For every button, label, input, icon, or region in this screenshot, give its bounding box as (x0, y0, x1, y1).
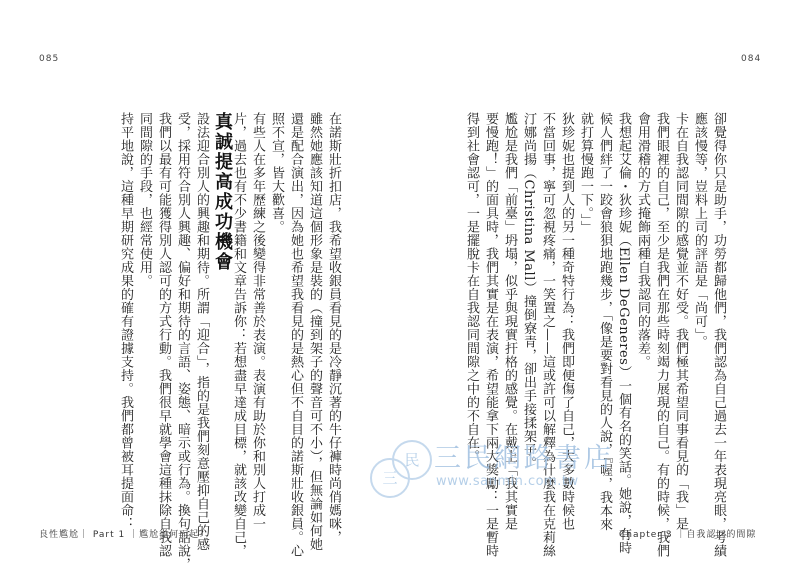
watermark-mark-left: 三 (370, 458, 410, 498)
text-column: 在諾斯壯折扣店，我希望收銀員看見的是冷靜沉著的牛仔褲時尚俏媽咪， (326, 112, 341, 544)
text-column: 得到社會認可，一是擺脫卡在自我認同間隙之中的不自在。 (464, 112, 479, 463)
text-column: 還是配合演出，因為她也希望我看見的是熱心但不自目的諾斯壯收銀員。心 (288, 112, 303, 558)
text-column: 照不宣，皆大歡喜。 (269, 112, 284, 234)
watermark-mark-right: 民 (392, 440, 432, 480)
text-column: 我們眼裡的自己，至少是我們在那些時刻竭力展現的自己。有的時候，我們 (654, 112, 669, 558)
text-column: 卡在自我認同間隙的感覺並不好受。我們極其希望同事看見的「我」是 (673, 112, 688, 531)
text-column: 有些人在多年歷練之後變得非常善於表演。表演有助於你和別人打成一 (250, 112, 265, 531)
text-column: 片，過去也有不少書籍和文章告訴你：若想盡早達成目標，就該改變自己， (231, 112, 246, 558)
text-column: 狄珍妮也提到人的另一種奇特行為：我們即便傷了自己，大多數時候也 (559, 112, 574, 531)
watermark-url: www.sanmin.com.tw (436, 474, 579, 489)
text-column: 同間隙的手段，也經常使用。 (137, 112, 152, 288)
text-column: 受，採用符合別人興趣、偏好和期待的言語、姿態、暗示或行為。換句話說， (175, 112, 190, 571)
text-column: 卻覺得你只是助手，功勞都歸他們，我們認為自己過去一年表現亮眼，考績 (711, 112, 726, 558)
text-column: 汀娜尚揚（Christina Mall）撞倒寮青，卻出手接揉架子。 (521, 112, 536, 470)
text-column: 雖然她應該知道這個形象是裝的（撞到架子的聲音可不小），但無論如何她 (307, 112, 322, 551)
text-column: 候人們絆了一跤會狼狽地跑幾步，「像是要對看見的人說，『喔，我本來 (597, 112, 612, 531)
text-column: 要慢跑！」的面具時，我們其實是在表演，希望能拿下兩大獎勵：一是暫時 (483, 112, 498, 558)
section-heading: 真誠提高成功機會 (212, 112, 233, 272)
right-page-number: 084 (741, 54, 762, 64)
right-footer: Chapter 3 ｜自我認同的間隙 (619, 530, 757, 540)
text-column: 設法迎合別人的興趣和期待。所謂「迎合」，指的是我們刻意壓抑自己的感 (194, 112, 209, 551)
text-column: 尷尬是我們「前臺」坍塌，似乎與現實扞格的感覺。在戴上「我其實是 (502, 112, 517, 531)
text-column: 持平地說，這種早期研究成果的確有證據支持。我們都曾被耳提面命： (118, 112, 133, 531)
text-column: 不當回事，寧可忽視疼痛，一笑置之——這或許可以解釋為什麼我在克莉絲 (540, 112, 555, 558)
text-column: 就打算慢跑一下。」」 (578, 112, 593, 234)
watermark-title: 三民網路書店 (434, 443, 614, 474)
left-footer: 良性尷尬｜ Part 1 ｜尷尬從何而起？ (39, 530, 210, 540)
left-page-number: 085 (39, 54, 60, 64)
bookstore-watermark (370, 436, 614, 502)
text-column: 應該慢等，豈料上司的評語是「尚可」。 (692, 112, 707, 349)
text-column: 我們以最有可能獲得別人認可的方式行動。我們很早就學會這種抹除自我認 (156, 112, 171, 558)
text-column: 我想起艾倫・狄珍妮（Ellen DeGeneres）一個有名的笑話。她說，有時 (616, 112, 631, 555)
text-column: 會用滑稽的方式掩飾兩種自我認同的落差。 (635, 112, 650, 369)
